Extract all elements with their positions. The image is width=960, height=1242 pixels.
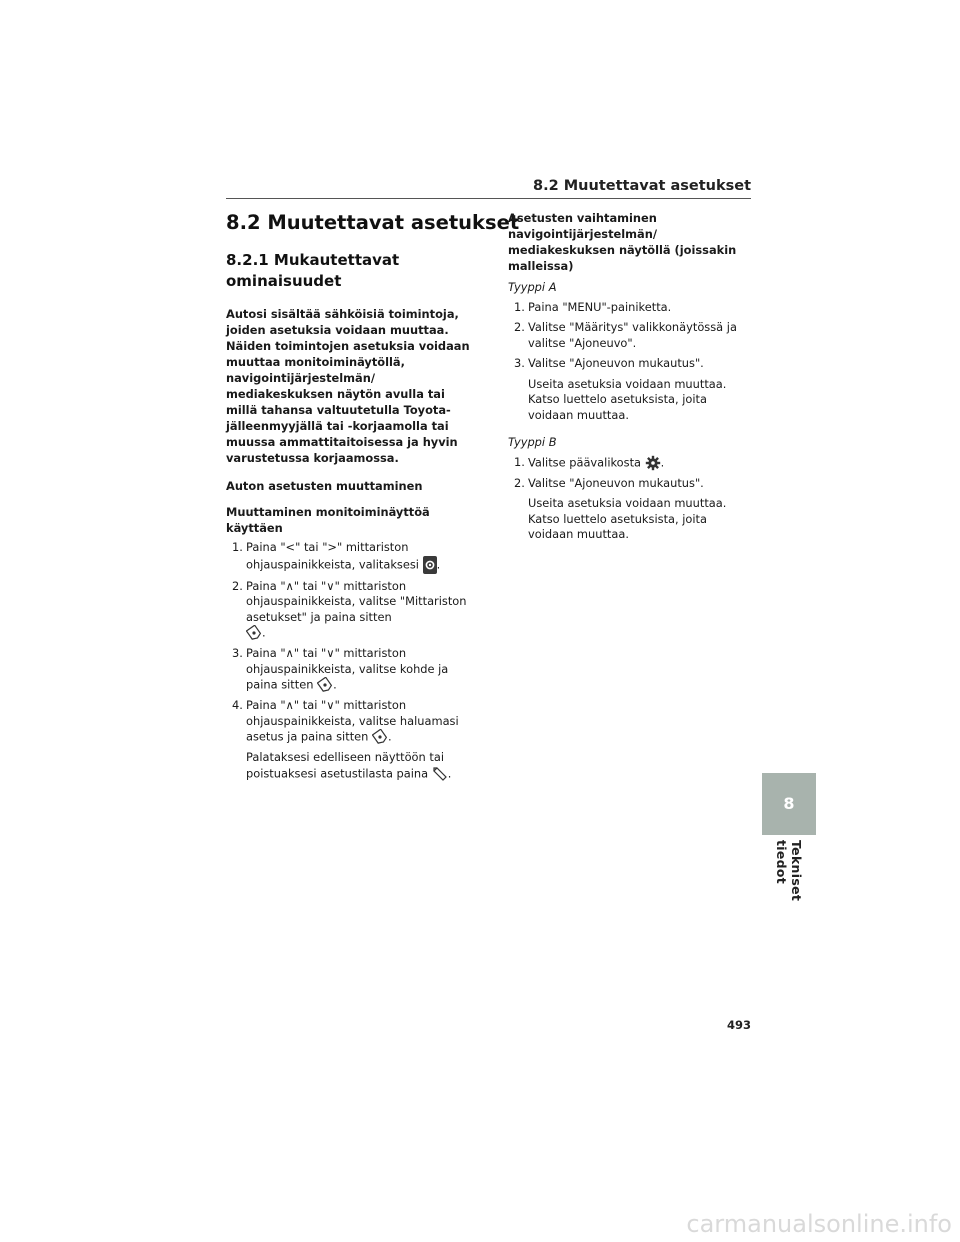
step-text: Paina "∧" tai "∨" mittariston ohjauspainikkeista, valitse "Mittariston asetukset" ja paina sitten <box>246 578 467 624</box>
chapter-tab: 8 <box>762 773 816 835</box>
monitor-heading: Muuttaminen monitoiminäyttöä käyttäen <box>226 505 430 535</box>
subsection-title-line2: ominaisuudet <box>226 272 342 290</box>
step-3 <box>226 646 471 693</box>
type-b-step-2 <box>508 476 751 492</box>
type-a-step-1 <box>508 300 751 316</box>
type-a-step-2 <box>508 320 751 351</box>
page-number: 493 <box>726 1018 751 1032</box>
watermark: carmanualsonline.info <box>686 1210 952 1238</box>
chapter-name: Tekniset tiedot <box>774 840 804 902</box>
ok-button-icon <box>246 625 262 641</box>
intro-paragraph: Autosi sisältää sähköisiä toimintoja, joiden asetuksia voidaan muuttaa. Näiden toimintojen asetuksia voidaan muuttaa monitoiminäytöllä, navigointijärjestelmän/ mediakeskuksen näytön avulla tai millä tahansa valtuutetulla Toyota-jälleenmyyjällä tai -korjaamolla tai muussa ammattitaitoisessa ja hyvin varustetussa korjaamossa. <box>226 307 470 465</box>
step-number: 3. <box>514 356 525 370</box>
gear-tile-icon <box>423 556 437 574</box>
step-text: Valitse "Määritys" valikkonäytössä ja valitse "Ajoneuvo". <box>528 320 737 350</box>
type-a-step-3 <box>508 356 751 372</box>
step-1 <box>226 540 471 574</box>
step-text: Paina "MENU"-painiketta. <box>528 299 672 314</box>
ok-button-icon <box>372 729 388 745</box>
step-text: Paina "<" tai ">" mittariston ohjauspainikkeista, valitaksesi <box>246 540 419 571</box>
step-text-end: . <box>436 557 441 571</box>
nav-settings-heading: Asetusten vaihtaminen navigointijärjestelmän/ mediakeskuksen näytöllä (joissakin malleissa) <box>508 211 737 273</box>
type-a-label: Tyyppi A <box>508 280 557 294</box>
step-text-end: . <box>388 729 392 744</box>
step-number: 1. <box>514 454 525 469</box>
step-text: Valitse päävalikosta <box>528 455 642 469</box>
step-text: Valitse "Ajoneuvon mukautus". <box>528 475 704 490</box>
type-b-step-1 <box>508 455 751 471</box>
header-rule <box>226 198 751 199</box>
chapter-label <box>762 840 816 940</box>
step-number: 1. <box>232 540 243 554</box>
return-note <box>226 750 471 782</box>
ok-button-icon <box>317 677 333 693</box>
type-b-label: Tyyppi B <box>508 435 557 449</box>
subsection-title <box>226 250 471 292</box>
return-note-text: Palataksesi edelliseen näyttöön tai poistuaksesi asetustilasta paina <box>246 750 444 780</box>
step-text-end: . <box>660 455 665 469</box>
return-note-end: . <box>447 766 452 780</box>
step-text-end: . <box>333 677 337 692</box>
step-text-end: . <box>262 625 266 640</box>
type-a-note: Useita asetuksia voidaan muuttaa. Katso luettelo asetuksista, joita voidaan muuttaa. <box>528 376 727 422</box>
step-number: 2. <box>232 578 243 593</box>
step-4 <box>226 698 471 745</box>
step-number: 2. <box>514 320 525 334</box>
step-number: 3. <box>232 646 243 660</box>
step-number: 1. <box>514 299 525 314</box>
subsection-title-line1: 8.2.1 Mukautettavat <box>226 251 400 269</box>
step-text: Paina "∧" tai "∨" mittariston ohjauspainikkeista, valitse haluamasi asetus ja paina sitten <box>246 698 459 744</box>
back-button-icon <box>432 766 448 782</box>
section-title: 8.2 Muutettavat asetukset <box>226 211 520 234</box>
step-2 <box>226 579 471 642</box>
step-number: 4. <box>232 698 243 712</box>
left-column <box>226 210 520 787</box>
right-column <box>508 210 751 548</box>
step-text: Valitse "Ajoneuvon mukautus". <box>528 356 704 370</box>
type-b-note: Useita asetuksia voidaan muuttaa. Katso luettelo asetuksista, joita voidaan muuttaa. <box>528 496 727 541</box>
step-number: 2. <box>514 475 525 490</box>
running-head: 8.2 Muutettavat asetukset <box>533 178 751 194</box>
step-text: Paina "∧" tai "∨" mittariston ohjauspainikkeista, valitse kohde ja paina sitten <box>246 646 449 692</box>
gear-icon <box>645 455 661 471</box>
car-settings-heading: Auton asetusten muuttaminen <box>226 479 423 493</box>
